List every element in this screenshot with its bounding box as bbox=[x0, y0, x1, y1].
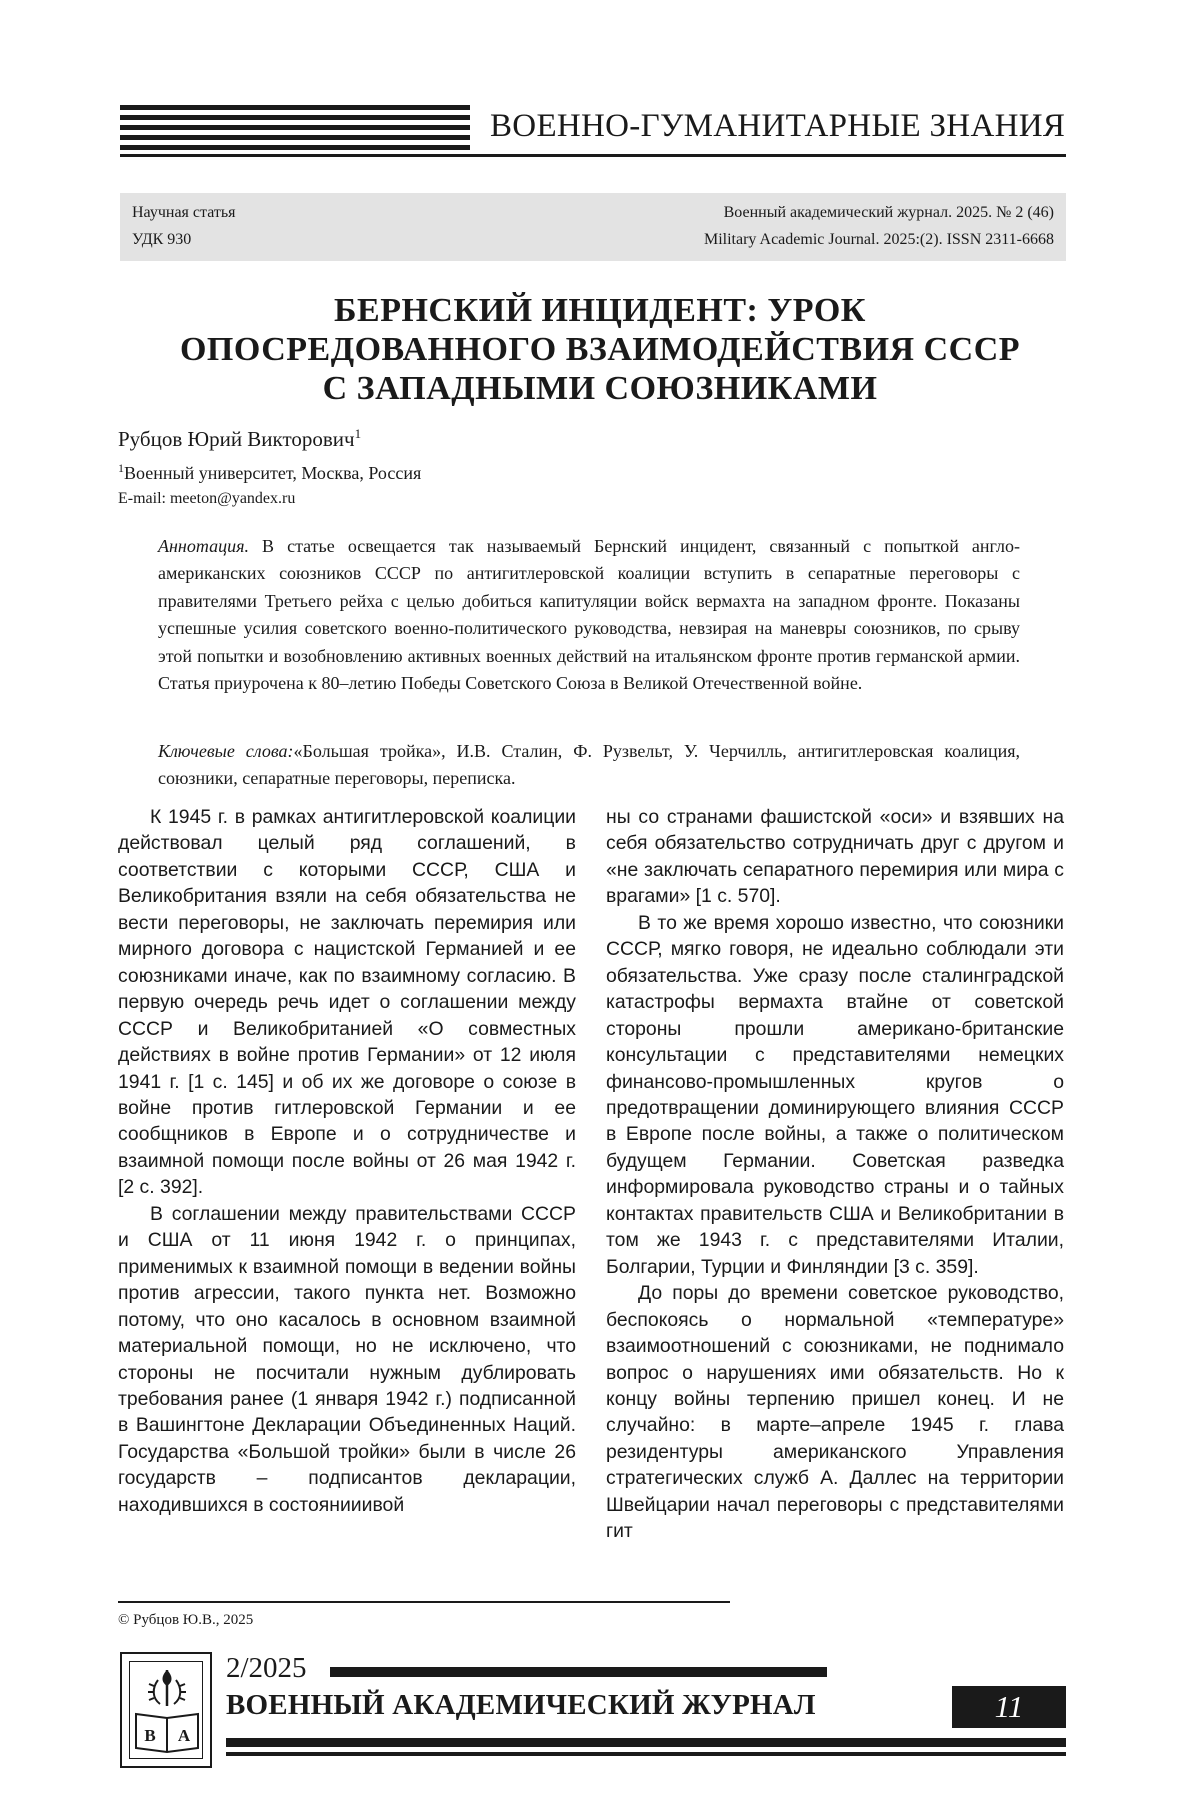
abstract-label: Аннотация. bbox=[158, 536, 249, 556]
body-column-right bbox=[606, 804, 1064, 1545]
journal-logo bbox=[120, 1652, 212, 1768]
body-paragraph: ны со странами фашистской «оси» и взявших на себя обязательство сотрудничать друг с другом и «не заключать сепаратного перемирия или мира с врагами» [1 с. 570]. bbox=[606, 806, 1064, 908]
article-meta-box bbox=[120, 193, 1066, 261]
footer-journal-name: ВОЕННЫЙ АКАДЕМИЧЕСКИЙ ЖУРНАЛ bbox=[226, 1689, 816, 1721]
footnote-divider bbox=[118, 1601, 730, 1603]
body-column-left bbox=[118, 804, 576, 1518]
udc-code: УДК 930 bbox=[132, 231, 192, 248]
body-paragraph: В то же время хорошо известно, что союзники СССР, мягко говоря, не идеально соблюдали эти обязательства. Уже сразу после сталинградской катастрофы вермахта втайне от советской стороны прошли американо-британские консультации с представителями немецких финансово-промышленных кругов о предотвращении доминирующего влияния СССР в Европе после войны, а также о политическом будущем Германии. Советская разведка информировала руководство страны и о тайных контактах правительств США и Великобритании в том же 1943 г. с представителями Италии, Болгарии, Турции и Финляндии [3 с. 359]. bbox=[606, 911, 1064, 1278]
keywords bbox=[158, 738, 1020, 793]
body-paragraph: К 1945 г. в рамках антигитлеровской коалиции действовал целый ряд соглашений, в соответствии с которыми СССР, США и Великобритания взяли на себя обязательства не вести переговоры, не заключать перемирия или мирного договора с нацистской Германией и ее союзниками иначе, как по взаимному согласию. В первую очередь речь идет о соглашении между СССР и Великобританией «О совместных действиях в войне против Германии» от 12 июля 1941 г. [1 с. 145] и об их же договоре о союзе в войне против гитлеровской Германии и ее сообщников в Европе и о сотрудничестве и взаимной помощи после войны от 26 мая 1942 г. [2 с. 392]. bbox=[118, 806, 576, 1199]
section-title: ВОЕННО-ГУМАНИТАРНЫЕ ЗНАНИЯ bbox=[490, 108, 1066, 144]
article-title-line-2: ОПОСРЕДОВАННОГО ВЗАИМОДЕЙСТВИЯ СССР bbox=[179, 331, 1021, 368]
copyright-footnote: © Рубцов Ю.В., 2025 bbox=[118, 1612, 254, 1628]
author-name: Рубцов Юрий Викторович$^1$ bbox=[118, 426, 362, 451]
page-number: 11 bbox=[952, 1686, 1066, 1728]
journal-citation-en: Military Academic Journal. 2025:(2). ISSN 2311-6668 bbox=[703, 231, 1054, 248]
journal-citation-ru: Военный академический журнал. 2025. № 2 (46) bbox=[723, 204, 1054, 221]
abstract bbox=[158, 533, 1020, 697]
logo-letter-right: А bbox=[177, 1726, 191, 1745]
author-email: E-mail: meeton@yandex.ru bbox=[118, 490, 296, 507]
article-type: Научная статья bbox=[132, 204, 236, 221]
author-superscript: 1 bbox=[354, 426, 362, 441]
logo-letter-left: В bbox=[144, 1726, 156, 1745]
body-paragraph: В соглашении между правительствами СССР и США от 11 июня 1942 г. о принципах, применимых к взаимной помощи в ведении войны против агрессии, такого пункта нет. Возможно потому, что оно касалось в основном взаимной материальной помощи, но не исключено, что стороны не посчитали нужным дублировать требования ранее (1 января 1942 г.) подписанной в Вашингтоне Декларации Объединенных Наций. Государства «Большой тройки» были в числе 26 государств – подписантов декларации, находившихся в состоянииивой bbox=[118, 1202, 576, 1516]
book-emblem-icon bbox=[130, 1662, 204, 1760]
keywords-text: «Большая тройка», И.В. Сталин, Ф. Рузвельт, У. Черчилль, антигитлеровская коалиция, союзники, сепаратные переговоры, переписка. bbox=[158, 741, 1020, 789]
article-title-line-3: С ЗАПАДНЫМИ СОЮЗНИКАМИ bbox=[322, 370, 878, 407]
abstract-text: В статье освещается так называемый Бернский инцидент, связанный с попыткой англо-американских союзников СССР по антигитлеровской коалиции вступить в сепаратные переговоры с правителями Третьего рейха с целью добиться капитуляции войск вермахта на западном фронте. Показаны успешные усилия советского военно-политического руководства, невзирая на маневры союзников, по срыву этой попытки и возобновлению активных военных действий на итальянском фронте против германской армии. Статья приурочена к 80–летию Победы Советского Союза в Великой Отечественной войне. bbox=[158, 536, 1020, 694]
author-affiliation: $^1$Военный университет, Москва, Россия bbox=[118, 461, 422, 483]
footer-bar bbox=[226, 1752, 1066, 1756]
affiliation-superscript: 1 bbox=[118, 461, 124, 475]
footer-bar bbox=[226, 1738, 1066, 1747]
body-paragraph: До поры до времени советское руководство, беспокоясь о нормальной «температуре» взаимоотношений с союзниками, не поднимало вопрос о нарушениях ими обязательств. Но к концу войны терпению пришел конец. И не случайно: в марте–апреле 1945 г. глава резидентуры американского Управления стратегических служб А. Даллес на территории Швейцарии начал переговоры с представителями гит bbox=[606, 1282, 1064, 1543]
footer-bar bbox=[330, 1667, 827, 1677]
article-title-line-1: БЕРНСКИЙ ИНЦИДЕНТ: УРОК bbox=[334, 292, 866, 329]
keywords-label: Ключевые слова: bbox=[158, 741, 294, 761]
issue-number: 2/2025 bbox=[226, 1652, 307, 1684]
